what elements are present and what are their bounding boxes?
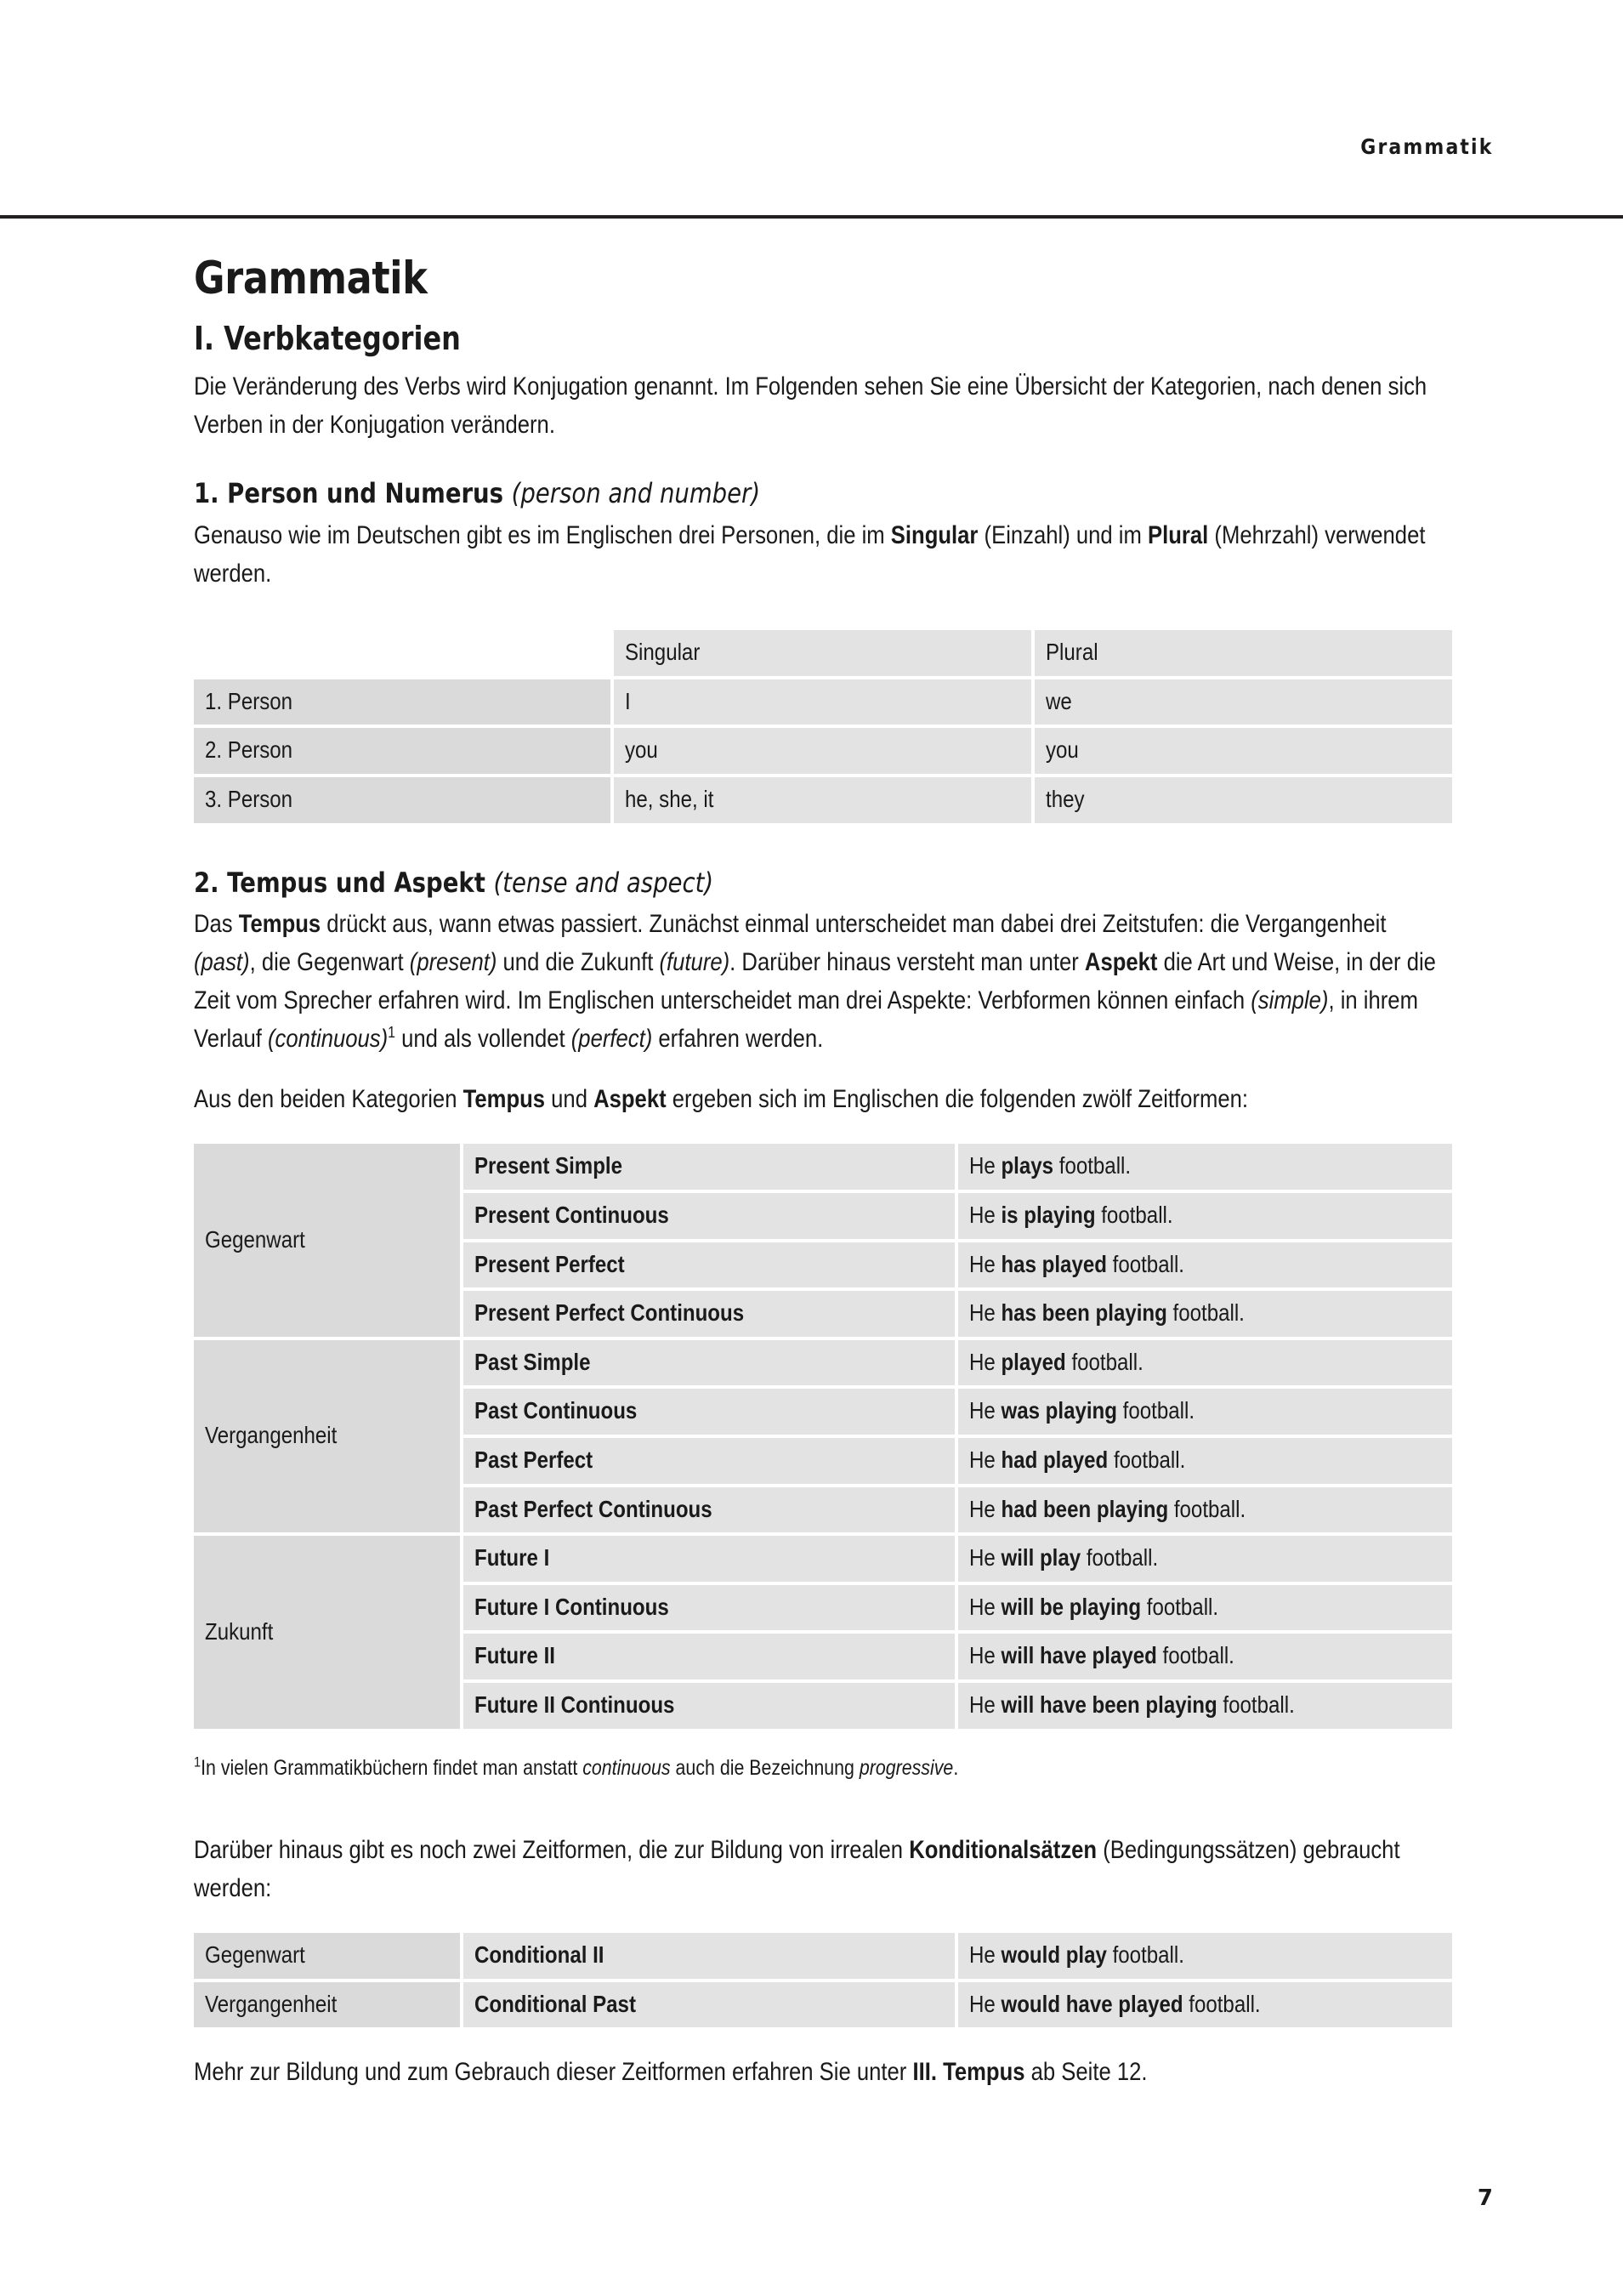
text-fragment: ab Seite 12.: [1024, 2058, 1148, 2087]
row-label: 2. Person: [194, 728, 610, 774]
text-fragment: Darüber hinaus gibt es noch zwei Zeitformen, die zur Bildung von irrealen: [194, 1836, 910, 1865]
tense-name-cell: [463, 1585, 955, 1631]
tense-name-text: Future II Continuous: [474, 1691, 675, 1718]
conditional-example-cell: [958, 1982, 1452, 2028]
header-cell-blank: [194, 630, 610, 676]
spacer: [194, 1058, 1445, 1080]
tense-group-label-text: Vergangenheit: [205, 1422, 338, 1449]
example-suffix: football.: [1065, 1348, 1143, 1375]
example-suffix: football.: [1095, 1202, 1173, 1228]
tenses-table: [190, 1140, 1456, 1731]
text-fragment: In vielen Grammatikbüchern findet man anstatt: [201, 1755, 583, 1780]
example-suffix: football.: [1108, 1446, 1186, 1473]
example-prefix: He: [969, 1593, 1002, 1620]
example-prefix: He: [969, 1990, 1002, 2017]
text-fragment: (Bedingungssätzen) gebraucht werden:: [194, 1836, 1400, 1903]
conditionals-table-body: [194, 1933, 1452, 2027]
table-row: [194, 777, 1452, 823]
spacer: [194, 1782, 1445, 1831]
cell-singular: I: [614, 679, 1031, 725]
spacer: [194, 444, 1445, 478]
footnote-marker: 1: [194, 1753, 201, 1770]
example-suffix: football.: [1116, 1397, 1195, 1424]
example-prefix: He: [969, 1941, 1002, 1969]
bold-plural: Plural: [1148, 521, 1209, 550]
conditional-name-cell: [463, 1982, 955, 2028]
example-prefix: He: [969, 1691, 1002, 1718]
tense-name-text: Present Perfect: [474, 1250, 625, 1277]
example-verb-form: has been playing: [1001, 1299, 1167, 1327]
example-suffix: football.: [1168, 1495, 1246, 1522]
example-suffix: football.: [1217, 1691, 1295, 1718]
conditional-group-label: [194, 1933, 460, 1979]
table-row: [194, 679, 1452, 725]
tense-name-cell: [463, 1340, 955, 1386]
tense-group-label: [194, 1340, 460, 1532]
bold-konditionalsaetzen: Konditionalsätzen: [909, 1836, 1098, 1865]
italic-progressive: progressive: [859, 1755, 954, 1780]
text-fragment: .: [953, 1755, 959, 1780]
text-fragment: (Einzahl) und im: [978, 521, 1149, 550]
tense-name-cell: [463, 1144, 955, 1190]
example-verb-form: will be playing: [1001, 1593, 1142, 1620]
tempus-p1-text-6: und die Zukunft: [497, 948, 660, 977]
example-prefix: He: [969, 1250, 1002, 1277]
tense-name-cell: [463, 1291, 955, 1337]
tense-example-cell: [958, 1291, 1452, 1337]
table-row: [194, 728, 1452, 774]
tempus-p1-text-8: . Darüber hinaus versteht man unter: [729, 948, 1085, 977]
tense-name-text: Past Perfect: [474, 1446, 593, 1473]
tense-group-label-text: Zukunft: [205, 1617, 274, 1645]
tense-example-cell: [958, 1389, 1452, 1435]
subsection2-paragraph-2: [194, 1080, 1446, 1118]
section-intro-paragraph: Die Veränderung des Verbs wird Konjugation genannt. Im Folgenden sehen Sie eine Übersicht der Kategorien, nach denen sich Verben in der Konjugation verändern.: [194, 372, 1427, 440]
tense-name-text: Past Simple: [474, 1348, 591, 1375]
example-suffix: football.: [1106, 1941, 1184, 1969]
tempus-p2-text-4: ergeben sich im Englischen die folgenden zwölf Zeitformen:: [666, 1085, 1249, 1114]
tense-example-cell: [958, 1487, 1452, 1533]
subsection1-title: 1. Person und Numerus: [194, 477, 512, 510]
tense-example-cell: [958, 1683, 1452, 1729]
header-divider-rule: [0, 215, 1623, 219]
tense-example-text: [969, 1641, 1234, 1670]
running-head: Grammatik: [1359, 134, 1493, 159]
tense-example-cell: [958, 1585, 1452, 1631]
example-prefix: He: [969, 1495, 1002, 1522]
conditional-example-cell: [958, 1933, 1452, 1979]
example-verb-form: has played: [1001, 1250, 1107, 1277]
tense-example-text: [969, 1446, 1185, 1475]
conditional-group-label-text: Vergangenheit: [205, 1990, 338, 2017]
example-verb-form: will have played: [1001, 1642, 1157, 1669]
tense-group-label: [194, 1144, 460, 1336]
tense-example-text: [969, 1348, 1143, 1377]
cell-plural: you: [1035, 728, 1452, 774]
tempus-p1-italic-11: (simple): [1251, 986, 1329, 1015]
tense-name-text: Present Continuous: [474, 1202, 669, 1228]
tense-name-cell: [463, 1683, 955, 1729]
persons-table-body: [194, 630, 1452, 822]
conditional-example-text: [969, 1990, 1261, 2019]
tempus-p1-text-15: und als vollendet: [394, 1025, 571, 1054]
subsection-heading-tempus-aspekt: [194, 867, 1270, 899]
bold-iii-tempus: III. Tempus: [912, 2058, 1025, 2087]
footnote-continuous-progressive: [194, 1754, 1446, 1782]
subsection1-english: (person and number): [511, 477, 761, 510]
tempus-p1-italic-3: (past): [194, 948, 250, 977]
row-label: 3. Person: [194, 777, 610, 823]
example-verb-form: would play: [1001, 1941, 1107, 1969]
example-verb-form: is playing: [1001, 1202, 1096, 1228]
spacer: [194, 1732, 1445, 1754]
page-title: Grammatik: [194, 253, 428, 304]
tense-group-label-text: Gegenwart: [205, 1225, 305, 1253]
conditional-name-cell: [463, 1933, 955, 1979]
table-row: [194, 1982, 1452, 2028]
conditional-group-label: [194, 1982, 460, 2028]
example-verb-form: had been playing: [1001, 1495, 1169, 1522]
tense-name-text: Future I: [474, 1544, 550, 1571]
example-suffix: football.: [1081, 1544, 1159, 1571]
tense-name-cell: [463, 1487, 955, 1533]
tense-example-cell: [958, 1634, 1452, 1679]
table-header-row: [194, 630, 1452, 676]
text-fragment: (Mehrzahl) verwendet werden.: [194, 521, 1426, 588]
tense-name-text: Future II: [474, 1642, 555, 1669]
tense-name-cell: [463, 1193, 955, 1239]
example-suffix: football.: [1106, 1250, 1184, 1277]
example-suffix: football.: [1166, 1299, 1245, 1327]
conditionals-table: [190, 1929, 1456, 2031]
spacer: [194, 593, 1445, 627]
section-heading-verbkategorien: I. Verbkategorien: [194, 319, 461, 357]
cell-singular: you: [614, 728, 1031, 774]
example-prefix: He: [969, 1152, 1002, 1179]
tenses-table-body: [194, 1144, 1452, 1728]
tense-example-text: [969, 1495, 1246, 1524]
tense-example-cell: [958, 1536, 1452, 1582]
tempus-p1-text-12: , in ihrem Verlauf: [194, 986, 1418, 1054]
tempus-p1-italic-13: (continuous): [267, 1025, 389, 1054]
table-row: [194, 1340, 1452, 1386]
text-fragment: Mehr zur Bildung und zum Gebrauch dieser Zeitformen erfahren Sie unter: [194, 2058, 913, 2087]
example-suffix: football.: [1141, 1593, 1219, 1620]
cell-singular: he, she, it: [614, 777, 1031, 823]
table-row: [194, 1933, 1452, 1979]
example-prefix: He: [969, 1202, 1002, 1228]
tempus-p2-bold-3: Aspekt: [593, 1085, 667, 1114]
tense-name-text: Future I Continuous: [474, 1593, 669, 1620]
row-label: 1. Person: [194, 679, 610, 725]
example-verb-form: would have played: [1001, 1990, 1183, 2017]
bold-singular: Singular: [890, 521, 979, 550]
header-cell-plural: Plural: [1035, 630, 1452, 676]
conditional-group-label-text: Gegenwart: [205, 1941, 305, 1969]
closing-paragraph: [194, 2053, 1446, 2091]
table-row: [194, 1144, 1452, 1190]
tense-name-text: Past Perfect Continuous: [474, 1495, 712, 1522]
spacer: [194, 1907, 1445, 1929]
subsection2-title: 2. Tempus und Aspekt: [194, 866, 494, 899]
page-number: 7: [1477, 2185, 1493, 2211]
tempus-p2-text-0: Aus den beiden Kategorien: [194, 1085, 463, 1114]
subsection-heading-person-numerus: [194, 478, 1270, 509]
text-fragment: auch die Bezeichnung: [670, 1755, 860, 1780]
conditional-example-text: [969, 1941, 1184, 1969]
example-verb-form: will play: [1001, 1544, 1081, 1571]
cell-plural: we: [1035, 679, 1452, 725]
tempus-p1-bold-9: Aspekt: [1084, 948, 1158, 977]
example-prefix: He: [969, 1397, 1002, 1424]
tempus-p1-text-2: drückt aus, wann etwas passiert. Zunächst einmal unterscheidet man dabei drei Zeitstufen: die Vergangenheit: [321, 910, 1387, 939]
tense-name-text: Present Perfect Continuous: [474, 1299, 745, 1327]
tense-example-text: [969, 1396, 1195, 1425]
example-verb-form: was playing: [1001, 1397, 1117, 1424]
conditional-intro-paragraph: [194, 1831, 1446, 1907]
tense-example-text: [969, 1299, 1245, 1327]
example-prefix: He: [969, 1299, 1002, 1327]
tense-example-cell: [958, 1193, 1452, 1239]
example-verb-form: plays: [1001, 1152, 1054, 1179]
cell-plural: they: [1035, 777, 1452, 823]
tense-example-text: [969, 1593, 1218, 1622]
conditional-name-text: Conditional Past: [474, 1990, 636, 2017]
subsection1-paragraph: [194, 516, 1446, 593]
example-prefix: He: [969, 1642, 1002, 1669]
header-cell-singular: Singular: [614, 630, 1031, 676]
tempus-p1-italic-5: (present): [409, 948, 497, 977]
example-prefix: He: [969, 1544, 1002, 1571]
tempus-p1-bold-1: Tempus: [238, 910, 321, 939]
example-suffix: football.: [1053, 1152, 1132, 1179]
example-verb-form: will have been playing: [1001, 1691, 1217, 1718]
text-fragment: Genauso wie im Deutschen gibt es im Englischen drei Personen, die im: [194, 521, 891, 550]
table-row: [194, 1536, 1452, 1582]
spacer: [194, 2031, 1445, 2053]
spacer: [194, 827, 1445, 867]
tense-name-cell: [463, 1438, 955, 1484]
persons-table: [190, 627, 1456, 826]
tense-group-label: [194, 1536, 460, 1728]
example-verb-form: had played: [1001, 1446, 1109, 1473]
tense-example-text: [969, 1543, 1158, 1572]
tempus-p1-italic-16: (perfect): [570, 1025, 653, 1054]
italic-continuous: continuous: [582, 1755, 671, 1780]
tense-example-text: [969, 1151, 1131, 1180]
tempus-p2-bold-1: Tempus: [462, 1085, 546, 1114]
tense-example-text: [969, 1250, 1184, 1279]
tense-example-text: [969, 1691, 1295, 1719]
tense-example-cell: [958, 1438, 1452, 1484]
tempus-p1-italic-7: (future): [659, 948, 730, 977]
spacer: [194, 1118, 1445, 1140]
example-suffix: football.: [1156, 1642, 1234, 1669]
tense-example-cell: [958, 1144, 1452, 1190]
tempus-p1-text-0: Das: [194, 910, 239, 939]
tense-name-cell: [463, 1242, 955, 1288]
page-content: [194, 255, 1445, 2091]
tense-name-cell: [463, 1634, 955, 1679]
tempus-p1-text-17: erfahren werden.: [652, 1025, 824, 1054]
example-prefix: He: [969, 1446, 1002, 1473]
tense-name-text: Past Continuous: [474, 1397, 638, 1424]
example-verb-form: played: [1001, 1348, 1066, 1375]
tempus-p1-text-4: , die Gegenwart: [249, 948, 410, 977]
tempus-p1-sup-14: 1: [388, 1023, 395, 1042]
conditional-name-text: Conditional II: [474, 1941, 604, 1969]
tense-example-text: [969, 1201, 1173, 1230]
example-suffix: football.: [1183, 1990, 1261, 2017]
tense-example-cell: [958, 1340, 1452, 1386]
tempus-p2-text-2: und: [545, 1085, 594, 1114]
subsection2-english: (tense and aspect): [493, 866, 714, 899]
example-prefix: He: [969, 1348, 1002, 1375]
tense-example-cell: [958, 1242, 1452, 1288]
tense-name-cell: [463, 1389, 955, 1435]
tense-name-text: Present Simple: [474, 1152, 622, 1179]
tempus-p1-text-10: die Art und Weise, in der die Zeit vom Sprecher erfahren wird. Im Englischen unterscheidet man drei Aspekte: Verbformen können einfach: [194, 948, 1436, 1015]
subsection2-paragraph-1: [194, 905, 1446, 1058]
tense-name-cell: [463, 1536, 955, 1582]
